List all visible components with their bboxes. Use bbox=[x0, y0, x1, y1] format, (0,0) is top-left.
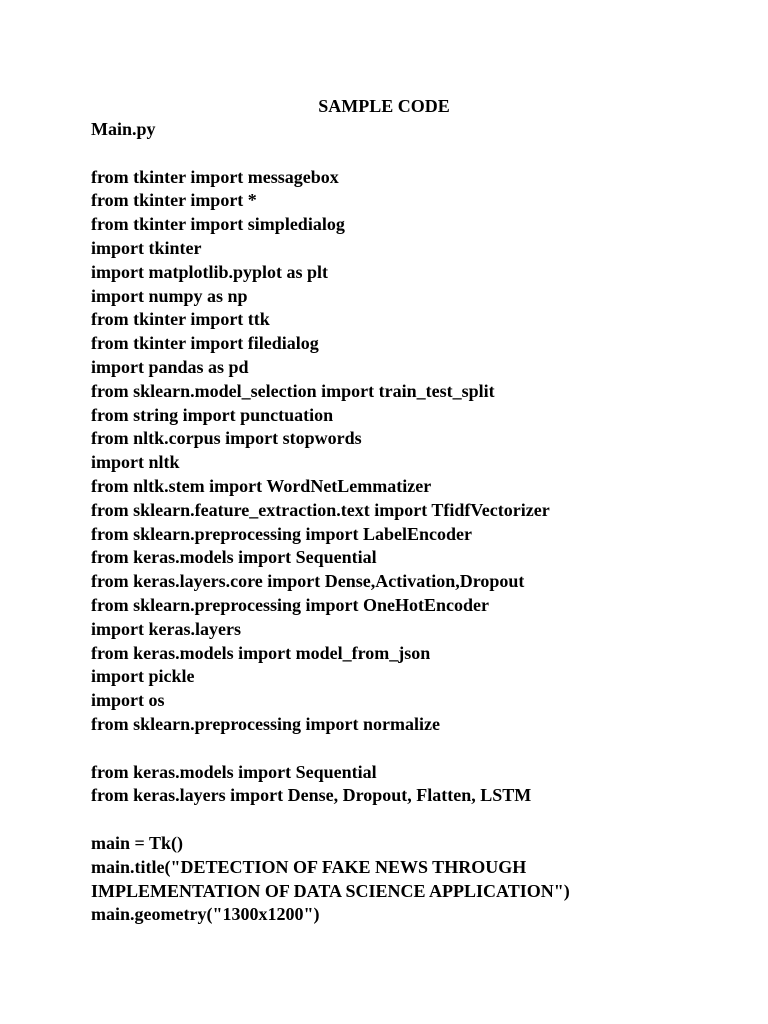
code-line: import nltk bbox=[91, 452, 180, 473]
blank-line bbox=[91, 737, 751, 761]
code-line: main = Tk() bbox=[91, 832, 183, 853]
code-block bbox=[91, 118, 751, 927]
code-line: import keras.layers bbox=[91, 618, 241, 639]
code-line: from sklearn.preprocessing import LabelEncoder bbox=[91, 523, 472, 544]
code-line: from keras.layers import Dense, Dropout, Flatten, LSTM bbox=[91, 785, 532, 806]
code-line: IMPLEMENTATION OF DATA SCIENCE APPLICATION") bbox=[91, 880, 570, 901]
code-line: from sklearn.model_selection import train_test_split bbox=[91, 380, 495, 401]
code-line: from string import punctuation bbox=[91, 404, 334, 425]
code-line: from nltk.stem import WordNetLemmatizer bbox=[91, 475, 432, 496]
blank-line bbox=[91, 142, 751, 166]
code-line: import os bbox=[91, 690, 165, 711]
code-line: main.geometry("1300x1200") bbox=[91, 904, 320, 925]
code-line: from sklearn.feature_extraction.text import TfidfVectorizer bbox=[91, 499, 550, 520]
code-line: from keras.models import model_from_json bbox=[91, 642, 431, 663]
code-line: from keras.layers.core import Dense,Activation,Dropout bbox=[91, 571, 525, 592]
code-line: from tkinter import * bbox=[91, 190, 257, 211]
code-line: from keras.models import Sequential bbox=[91, 547, 377, 568]
code-line: from sklearn.preprocessing import normalize bbox=[91, 713, 440, 734]
code-line: import pickle bbox=[91, 666, 195, 687]
code-line: from sklearn.preprocessing import OneHotEncoder bbox=[91, 594, 489, 615]
code-line: import matplotlib.pyplot as plt bbox=[91, 261, 329, 282]
code-line: main.title("DETECTION OF FAKE NEWS THROUGH bbox=[91, 856, 527, 877]
code-line: from keras.models import Sequential bbox=[91, 761, 377, 782]
code-line: import tkinter bbox=[91, 237, 202, 258]
code-line: from tkinter import filedialog bbox=[91, 333, 319, 354]
code-line: from tkinter import simpledialog bbox=[91, 214, 345, 235]
blank-line bbox=[91, 808, 751, 832]
filename: Main.py bbox=[91, 119, 156, 139]
code-line: import pandas as pd bbox=[91, 356, 249, 377]
code-line: from tkinter import messagebox bbox=[91, 166, 339, 187]
document-title: SAMPLE CODE bbox=[318, 96, 450, 116]
code-line: from tkinter import ttk bbox=[91, 309, 270, 330]
code-line: from nltk.corpus import stopwords bbox=[91, 428, 362, 449]
code-line: import numpy as np bbox=[91, 285, 248, 306]
